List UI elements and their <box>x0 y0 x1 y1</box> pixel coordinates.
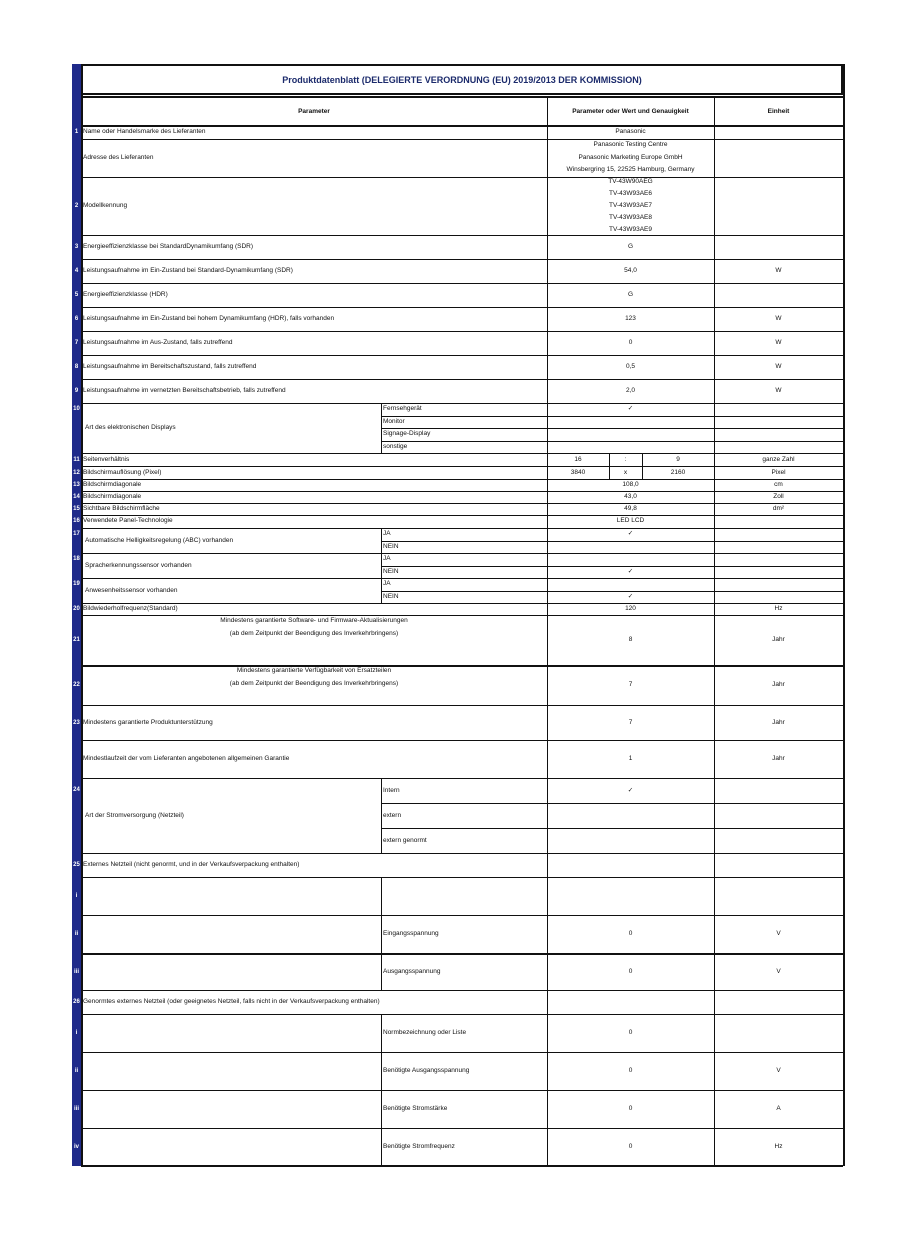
row-label: Art des elektronischen Displays <box>85 424 176 431</box>
row-number: 9 <box>74 388 79 394</box>
display-type-option: Fernsehgerät <box>383 405 422 413</box>
row-label <box>81 615 547 665</box>
row-unit: W <box>775 315 782 322</box>
row-unit: W <box>775 267 782 274</box>
row-number: 21 <box>73 637 80 643</box>
row-value: 43,0 <box>624 493 637 500</box>
address-value-line: Winsbergring 15, 22525 Hamburg, Germany <box>566 166 695 174</box>
row-unit: W <box>775 339 782 346</box>
header-unit: Einheit <box>767 107 790 115</box>
row-unit: Jahr <box>772 681 785 688</box>
power-supply-option: Intern <box>383 786 400 794</box>
row-label: Leistungsaufnahme im Bereitschaftszustand, falls zutreffend <box>83 363 257 370</box>
display-type-check: ✓ <box>627 405 634 413</box>
grid-line <box>81 1165 843 1166</box>
sub-unit <box>714 1014 843 1052</box>
display-type-option: Monitor <box>383 417 405 425</box>
model-value-line: TV-43W90AEG <box>608 178 653 185</box>
sub-unit <box>714 877 843 915</box>
row-unit: dm² <box>772 505 785 512</box>
address-value <box>547 139 714 177</box>
row-number: 23 <box>73 719 80 726</box>
ratio-sep: x <box>623 468 628 476</box>
row-number: iii <box>73 968 79 975</box>
row-label: Energieeffizienzklasse (HDR) <box>83 291 168 298</box>
row-label: Mindestens garantierte Produktunterstützung <box>83 718 213 726</box>
ratio-sep: : <box>624 455 627 463</box>
row-number: i <box>75 893 78 899</box>
row-label-line: (ab dem Zeitpunkt der Beendigung des Inverkehrbringens) <box>229 679 399 687</box>
row-label: Seitenverhältnis <box>83 455 130 463</box>
row-label: Bildschirmdiagonale <box>83 481 142 488</box>
row-number: 15 <box>73 506 80 512</box>
row-label: Name oder Handelsmarke des Lieferanten <box>83 128 206 135</box>
row-number: 13 <box>73 482 80 488</box>
row-unit: Jahr <box>772 636 785 643</box>
row-number: 26 <box>73 999 80 1005</box>
sub-value: 0 <box>628 1029 633 1036</box>
row-number: ii <box>74 1068 79 1074</box>
row-value: 123 <box>625 315 636 322</box>
row-number: 3 <box>74 244 79 250</box>
row-number: i <box>75 1030 78 1036</box>
row-number: 12 <box>73 469 80 476</box>
row-label: Bildschirmdiagonale <box>83 493 142 500</box>
row-value: LED LCD <box>616 517 645 524</box>
row-label: Leistungsaufnahme im Ein-Zustand bei hohem Dynamikumfang (HDR), falls vorhanden <box>83 315 335 322</box>
row-value: Panasonic <box>615 128 646 135</box>
row-number: 20 <box>73 606 80 612</box>
row-label: Automatische Helligkeitsregelung (ABC) vorhanden <box>85 536 234 544</box>
row-label: Art der Stromversorgung (Netzteil) <box>85 811 184 819</box>
model-value-line: TV-43W93AE6 <box>609 190 652 197</box>
ja-label: JA <box>383 555 391 563</box>
sub-value: 0 <box>628 930 633 937</box>
row-label <box>81 665 547 705</box>
row-label: Genormtes externes Netzteil (oder geeignetes Netzteil, falls nicht in der Verkaufsverpackung enthalten) <box>83 998 380 1005</box>
nein-label: NEIN <box>383 567 399 575</box>
row-number: iv <box>73 1143 79 1150</box>
row-value: 2,0 <box>625 387 636 394</box>
row-value: 7 <box>628 718 633 726</box>
row-number: ii <box>74 931 79 937</box>
row-number: 14 <box>73 494 80 500</box>
row-unit: cm <box>774 481 783 488</box>
ratio-a: 3840 <box>570 468 586 476</box>
sub-unit: V <box>776 1067 781 1074</box>
nein-label: NEIN <box>383 592 399 600</box>
row-label: Verwendete Panel-Technologie <box>83 517 173 524</box>
row-unit <box>714 283 843 307</box>
row-label-line: Mindestens garantierte Software- und Firmware-Aktualisierungen <box>220 617 408 624</box>
row-number: 17 <box>73 531 80 537</box>
page-title: Produktdatenblatt (DELEGIERTE VERORDNUNG (EU) 2019/2013 DER KOMMISSION) <box>81 64 843 95</box>
sub-value: 0 <box>628 967 633 975</box>
row-unit: Jahr <box>772 755 785 762</box>
row-number: 22 <box>73 682 80 688</box>
sub-label: Eingangsspannung <box>383 930 439 937</box>
row-label: Modellkennung <box>83 202 128 209</box>
row-unit <box>714 515 843 527</box>
ratio-b: 9 <box>676 455 680 463</box>
power-supply-option: extern genormt <box>383 836 427 844</box>
power-supply-option: extern <box>383 811 402 819</box>
ratio-a: 16 <box>574 455 582 463</box>
row-label: Energieeffizienzklasse bei StandardDynamikumfang (SDR) <box>83 243 254 250</box>
yes-no-check: ✓ <box>627 592 634 600</box>
sub-unit: V <box>776 967 781 975</box>
sub-value <box>547 877 714 915</box>
power-supply-check: ✓ <box>627 786 634 794</box>
row-unit <box>714 235 843 259</box>
model-value-line: TV-43W93AE9 <box>609 226 652 233</box>
row-label: Externes Netzteil (nicht genormt, und in der Verkaufsverpackung enthalten) <box>83 861 300 868</box>
row-label: Leistungsaufnahme im vernetzten Bereitschaftsbetrieb, falls zutreffend <box>83 387 286 394</box>
row-label: Adresse des Lieferanten <box>83 154 154 161</box>
grid-line <box>81 96 843 98</box>
sub-label: Benötigte Stromstärke <box>383 1105 448 1112</box>
row-value: 0,5 <box>625 363 636 370</box>
row-number: 2 <box>74 203 79 209</box>
row-value: 108,0 <box>622 481 639 488</box>
header-parameter: Parameter <box>298 107 330 115</box>
sub-label: Normbezeichnung oder Liste <box>383 1029 467 1036</box>
sub-unit: Hz <box>774 1142 783 1150</box>
row-unit: W <box>775 387 782 394</box>
yes-no-check: ✓ <box>627 530 634 538</box>
sub-label <box>381 877 547 915</box>
sub-unit: A <box>776 1105 781 1112</box>
sub-label: Benötigte Stromfrequenz <box>383 1142 455 1150</box>
sub-value: 0 <box>628 1142 633 1150</box>
grid-line <box>81 64 843 66</box>
row-number: 1 <box>74 129 79 135</box>
grid-line <box>843 64 845 1166</box>
sub-value: 0 <box>628 1067 633 1074</box>
row-value: 120 <box>625 605 636 612</box>
row-unit: Zoll <box>773 493 784 500</box>
row-label: Sichtbare Bildschirmfläche <box>83 505 160 512</box>
row-unit: Hz <box>774 605 783 612</box>
row-label: Leistungsaufnahme im Aus-Zustand, falls zutreffend <box>83 339 233 346</box>
sub-value: 0 <box>628 1105 633 1112</box>
row-value: 8 <box>628 636 633 643</box>
model-value <box>547 176 714 236</box>
sub-label: Benötigte Ausgangsspannung <box>383 1067 470 1074</box>
row-label: Mindestlaufzeit der vom Lieferanten angebotenen allgemeinen Garantie <box>83 755 290 762</box>
address-value-line: Panasonic Marketing Europe GmbH <box>578 153 683 161</box>
row-unit: Jahr <box>772 718 785 726</box>
row-number: 19 <box>73 581 80 587</box>
row-number: 4 <box>74 268 79 274</box>
row-number: 6 <box>74 316 79 322</box>
row-number: 7 <box>74 340 79 346</box>
row-number: 25 <box>73 862 80 868</box>
row-value: 0 <box>628 339 633 346</box>
row-number: 5 <box>74 292 79 298</box>
row-label: Bildschirmauflösung (Pixel) <box>83 468 162 476</box>
row-label: Leistungsaufnahme im Ein-Zustand bei Standard-Dynamikumfang (SDR) <box>83 267 293 274</box>
sub-unit: V <box>776 930 781 937</box>
sub-label: Ausgangsspannung <box>383 967 441 975</box>
ja-label: JA <box>383 530 391 538</box>
row-number: 11 <box>73 456 80 463</box>
row-unit: Pixel <box>771 468 786 476</box>
yes-no-check: ✓ <box>627 567 634 575</box>
row-number: 18 <box>73 556 80 562</box>
row-number: 16 <box>73 518 80 524</box>
row-value: 49,8 <box>624 505 637 512</box>
display-type-option: Signage-Display <box>383 430 431 438</box>
row-label-line: (ab dem Zeitpunkt der Beendigung des Inverkehrbringens) <box>229 629 399 637</box>
row-number: 8 <box>74 364 79 370</box>
model-value-line: TV-43W93AE7 <box>609 202 652 209</box>
row-label: Spracherkennungssensor vorhanden <box>85 561 192 569</box>
row-label: Anwesenheitssensor vorhanden <box>85 586 178 594</box>
ratio-b: 2160 <box>670 468 686 476</box>
address-value-line: Panasonic Testing Centre <box>593 141 668 149</box>
row-label-line: Mindestens garantierte Verfügbarkeit von Ersatzteilen <box>236 667 392 674</box>
row-value: G <box>627 243 634 250</box>
row-label: Bildwiederholfrequenz(Standard) <box>83 605 178 612</box>
display-type-option: sonstige <box>383 442 408 450</box>
model-value-line: TV-43W93AE8 <box>609 214 652 221</box>
nein-label: NEIN <box>383 542 399 550</box>
row-number: 10 <box>73 406 80 412</box>
row-number: iii <box>73 1106 79 1112</box>
row-value: 7 <box>628 681 633 688</box>
row-unit: W <box>775 363 782 370</box>
row-value: 1 <box>628 755 633 762</box>
row-number: 24 <box>73 787 80 793</box>
header-value: Parameter oder Wert und Genauigkeit <box>572 107 689 115</box>
ja-label: JA <box>383 580 391 588</box>
row-unit: ganze Zahl <box>762 455 795 463</box>
row-value: G <box>627 291 634 298</box>
row-value: 54,0 <box>624 267 637 274</box>
row-unit <box>714 125 843 139</box>
